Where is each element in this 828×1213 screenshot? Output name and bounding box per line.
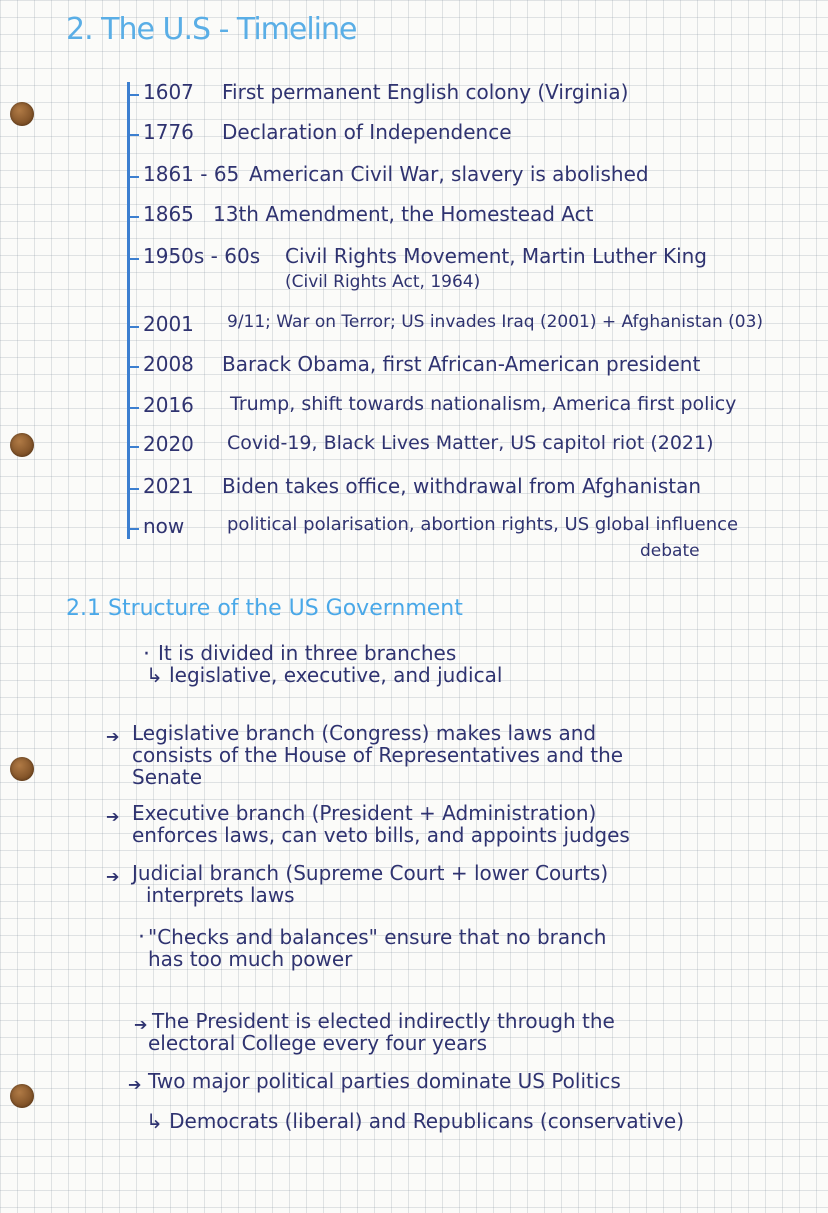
timeline-year: 2008 xyxy=(143,352,194,376)
timeline-tick xyxy=(127,216,139,218)
timeline-year: 1607 xyxy=(143,80,194,104)
note-line: The President is elected indirectly through the xyxy=(152,1009,615,1033)
note-line: "Checks and balances" ensure that no branch xyxy=(148,925,607,949)
timeline-event: Biden takes office, withdrawal from Afghanistan xyxy=(222,474,702,498)
timeline-event: Covid-19, Black Lives Matter, US capitol riot (2021) xyxy=(227,432,714,454)
timeline-event: Civil Rights Movement, Martin Luther King xyxy=(285,244,708,268)
note-line: Senate xyxy=(132,765,203,789)
timeline-tick xyxy=(127,134,139,136)
note-line: Legislative branch (Congress) makes laws and xyxy=(132,721,597,745)
timeline-event-continuation: (Civil Rights Act, 1964) xyxy=(285,272,481,292)
binder-hole xyxy=(10,433,34,457)
note-line: interprets laws xyxy=(146,883,295,907)
bullet-dot: · xyxy=(138,925,145,950)
timeline-year: 1865 xyxy=(143,202,194,226)
timeline-year: 1776 xyxy=(143,120,194,144)
arrow-icon: ➔ xyxy=(128,1075,142,1094)
timeline-tick xyxy=(127,258,139,260)
timeline-event: Declaration of Independence xyxy=(222,120,512,144)
arrow-icon: ➔ xyxy=(134,1015,148,1034)
timeline-year: 2001 xyxy=(143,312,194,336)
timeline-tick xyxy=(127,446,139,448)
timeline-year: now xyxy=(143,514,185,538)
intro-subline: ↳ legislative, executive, and judical xyxy=(146,663,503,687)
note-line: enforces laws, can veto bills, and appoints judges xyxy=(132,823,630,847)
note-line: has too much power xyxy=(148,947,353,971)
timeline-event: 13th Amendment, the Homestead Act xyxy=(213,202,594,226)
timeline-tick xyxy=(127,366,139,368)
timeline-tick xyxy=(127,176,139,178)
timeline-event: Barack Obama, first African-American president xyxy=(222,352,701,376)
binder-hole xyxy=(10,1084,34,1108)
note-line: Two major political parties dominate US Politics xyxy=(148,1069,621,1093)
arrow-icon: ➔ xyxy=(106,807,120,826)
binder-hole xyxy=(10,757,34,781)
timeline-year: 2020 xyxy=(143,432,194,456)
intro-line: It is divided in three branches xyxy=(158,641,457,665)
bullet-dot: · xyxy=(143,642,150,667)
timeline-tick xyxy=(127,94,139,96)
timeline-axis xyxy=(127,82,130,539)
arrow-icon: ➔ xyxy=(106,867,120,886)
arrow-icon: ➔ xyxy=(106,727,120,746)
timeline-event: 9/11; War on Terror; US invades Iraq (2001) + Afghanistan (03) xyxy=(227,312,764,332)
timeline-year: 1950s - 60s xyxy=(143,244,261,268)
binder-hole xyxy=(10,102,34,126)
section-heading: 2.1 Structure of the US Government xyxy=(66,596,463,621)
timeline-event: Trump, shift towards nationalism, America first policy xyxy=(230,393,737,415)
timeline-event: American Civil War, slavery is abolished xyxy=(249,162,649,186)
note-line: electoral College every four years xyxy=(148,1031,488,1055)
note-line: ↳ Democrats (liberal) and Republicans (conservative) xyxy=(146,1109,685,1133)
timeline-event: political polarisation, abortion rights, US global influence xyxy=(227,514,739,535)
page-title: 2. The U.S - Timeline xyxy=(66,12,357,47)
timeline-tick xyxy=(127,528,139,530)
timeline-tick xyxy=(127,488,139,490)
timeline-tick xyxy=(127,326,139,328)
note-line: Judicial branch (Supreme Court + lower Courts) xyxy=(132,861,609,885)
note-line: Executive branch (President + Administration) xyxy=(132,801,597,825)
timeline-tick xyxy=(127,407,139,409)
timeline-event: First permanent English colony (Virginia) xyxy=(222,80,629,104)
note-line: consists of the House of Representatives and the xyxy=(132,743,624,767)
timeline-year: 2021 xyxy=(143,474,194,498)
timeline-year: 1861 - 65 xyxy=(143,162,240,186)
timeline-event-continuation: debate xyxy=(640,541,700,561)
timeline-year: 2016 xyxy=(143,393,194,417)
